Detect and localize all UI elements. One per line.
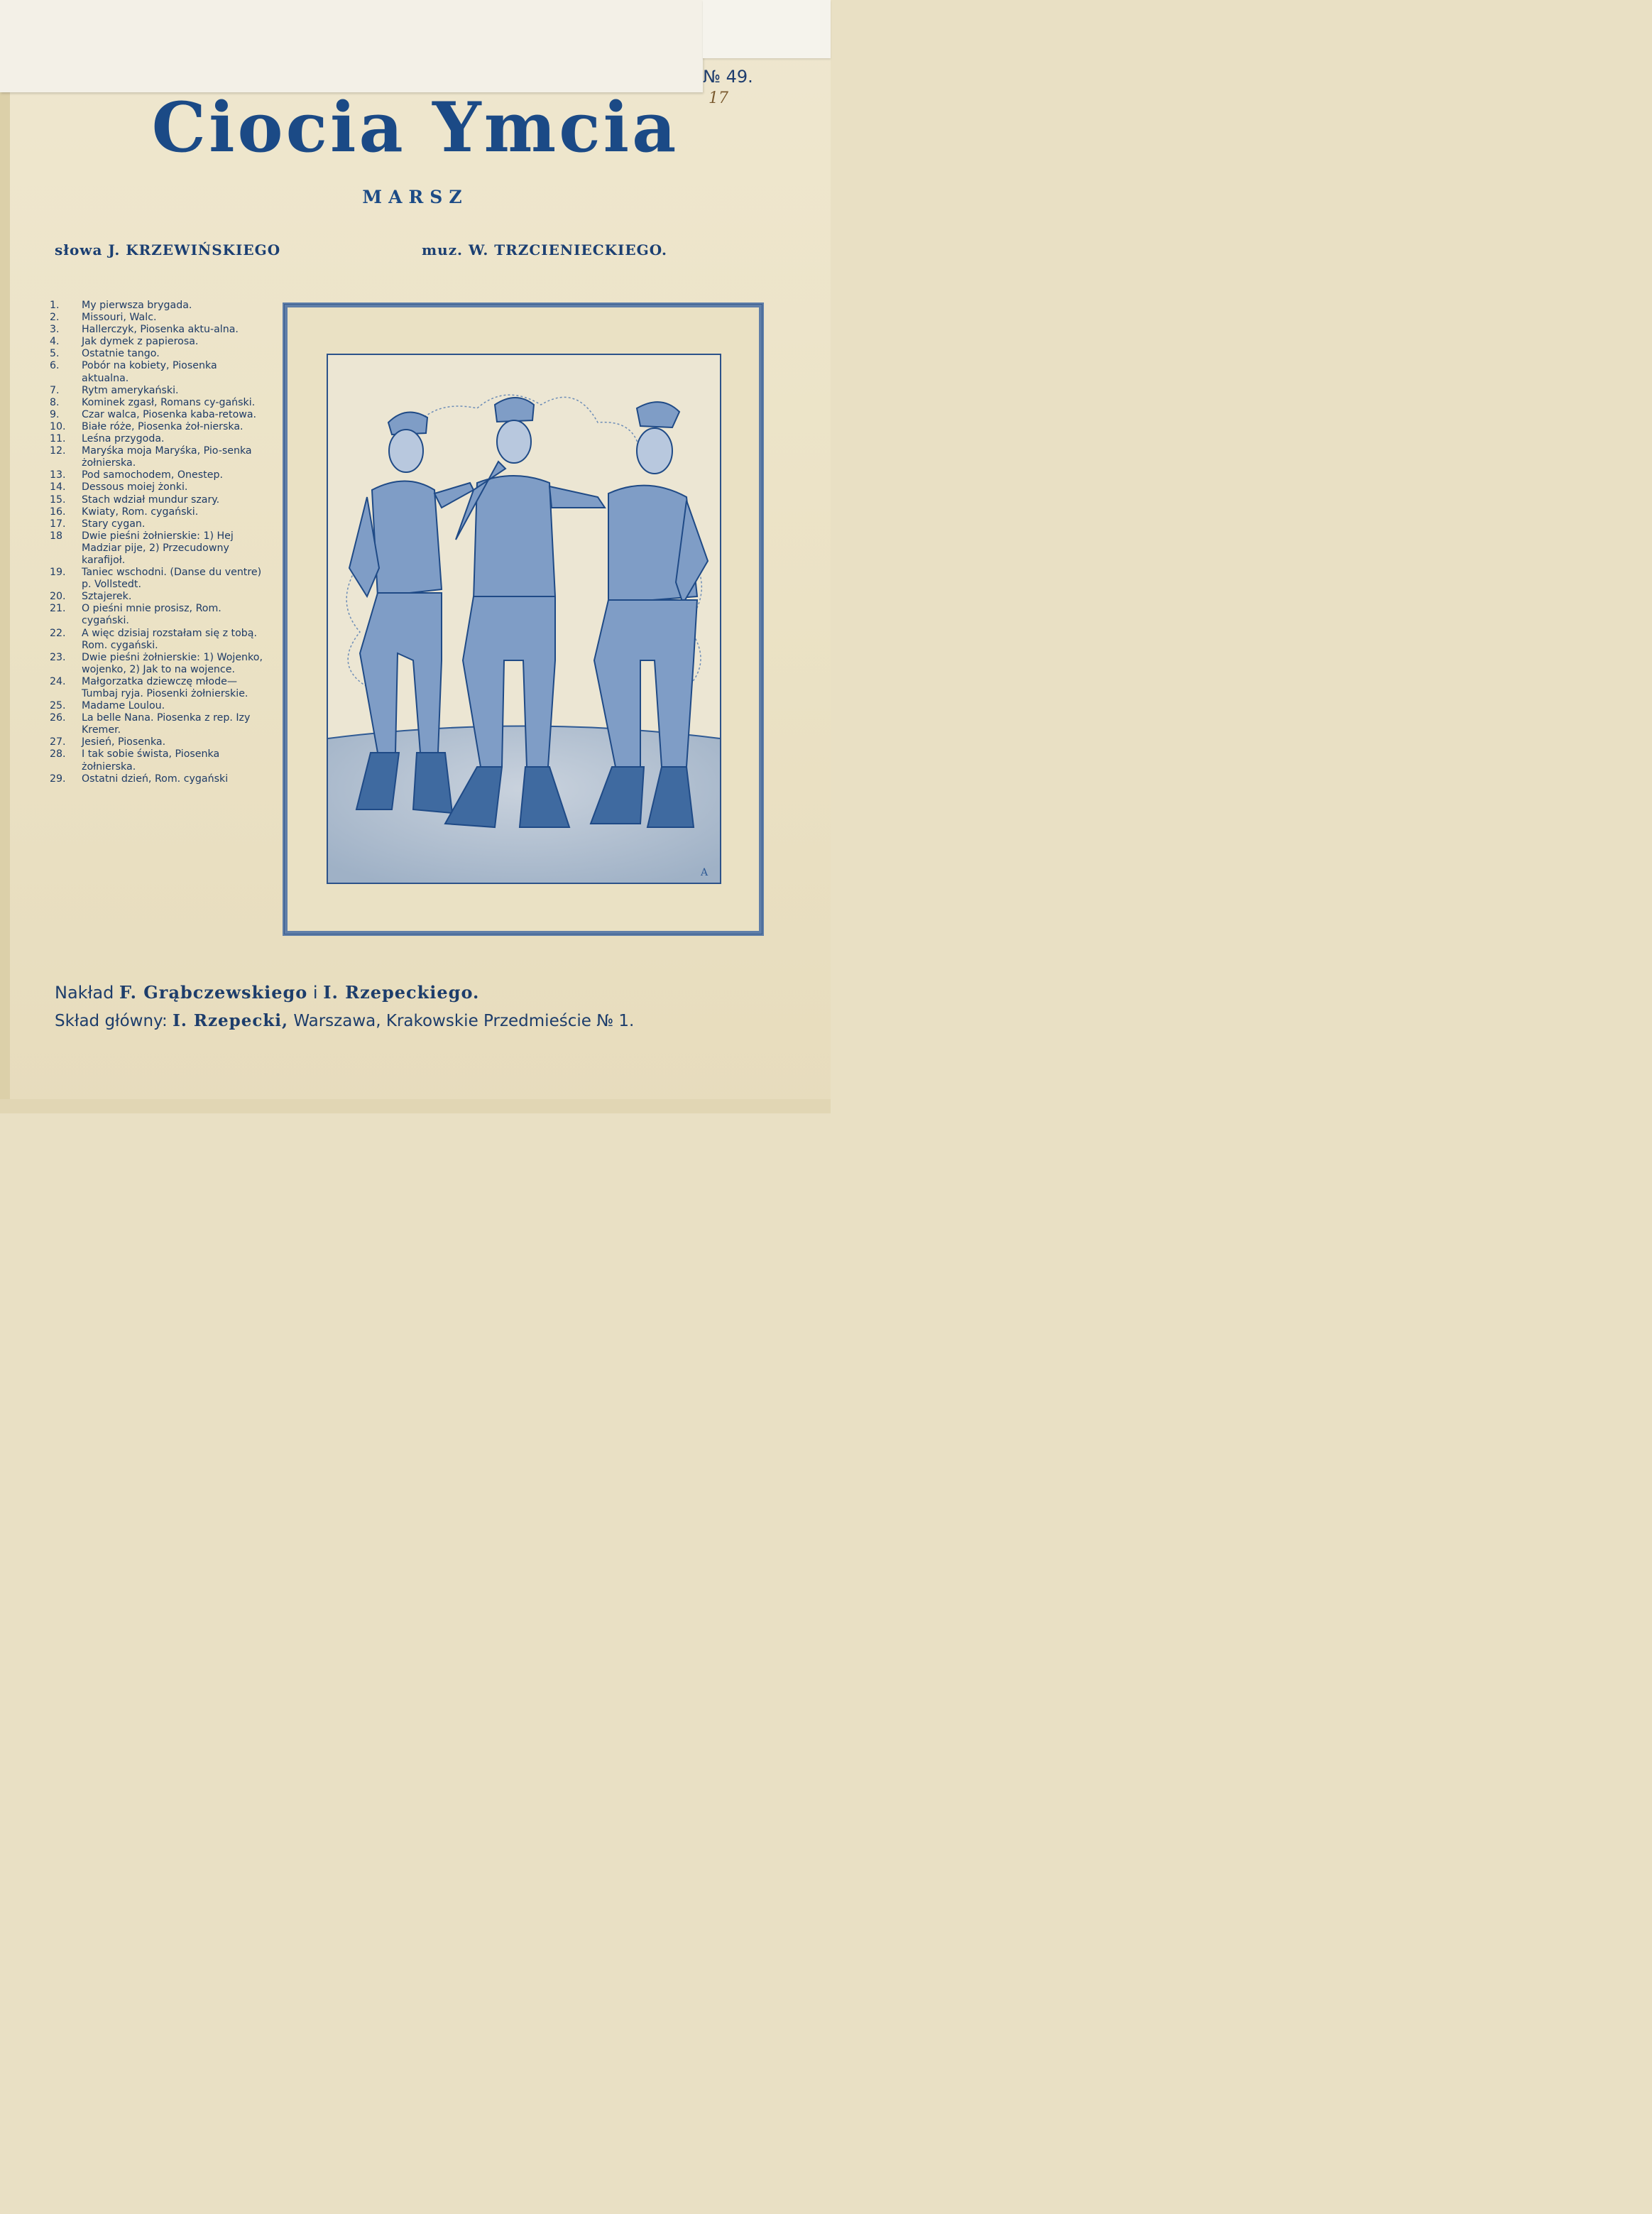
song-number: 19. xyxy=(50,567,66,579)
song-title: Jesień, Piosenka. xyxy=(82,736,166,748)
song-number: 29. xyxy=(50,773,66,785)
song-title: Dwie pieśni żołnierskie: 1) Hej Madziar pije, 2) Przecudowny karafijoł. xyxy=(82,530,234,566)
song-item xyxy=(50,397,263,409)
song-number: 7. xyxy=(50,384,60,396)
song-number: 10. xyxy=(50,420,66,432)
song-number: 23. xyxy=(50,651,66,663)
song-title: Stach wdział mundur szary. xyxy=(82,493,220,506)
song-title: A więc dzisiaj rozstałam się z tobą. Rom. cygański. xyxy=(82,627,258,651)
song-number: 11. xyxy=(50,433,66,445)
song-title: Kominek zgasł, Romans cy-gański. xyxy=(82,396,256,408)
song-title: Madame Loulou. xyxy=(82,700,165,712)
distributor-line xyxy=(55,1011,634,1030)
song-item xyxy=(50,312,263,324)
song-number: 18 xyxy=(50,530,63,542)
song-number: 24. xyxy=(50,675,66,687)
song-title: Sztajerek. xyxy=(82,591,132,603)
song-number: 21. xyxy=(50,603,66,615)
song-number: 2. xyxy=(50,312,60,324)
three-soldiers-illustration xyxy=(328,355,720,883)
page-title: Ciocia Ymcia xyxy=(151,87,679,168)
song-item xyxy=(50,628,263,652)
distributor-prefix: Skład główny: xyxy=(55,1012,168,1030)
song-title: Hallerczyk, Piosenka aktu-alna. xyxy=(82,324,239,336)
publisher-prefix: Nakład xyxy=(55,983,114,1003)
song-item xyxy=(50,348,263,360)
song-title: Rytm amerykański. xyxy=(82,384,179,396)
song-title: La belle Nana. Piosenka z rep. Izy Kremer. xyxy=(82,712,251,736)
song-item xyxy=(50,421,263,433)
song-title: I tak sobie śwista, Piosenka żołnierska. xyxy=(82,748,220,773)
page-subtitle: MARSZ xyxy=(362,187,469,207)
song-title: Białe róże, Piosenka żoł-nierska. xyxy=(82,420,244,432)
song-title: Jak dymek z papierosa. xyxy=(82,336,199,348)
song-item xyxy=(50,773,263,785)
song-item xyxy=(50,445,263,469)
song-title: Maryśka moja Maryśka, Pio-senka żołnierska. xyxy=(82,445,252,469)
song-number: 4. xyxy=(50,336,60,348)
song-title: Missouri, Walc. xyxy=(82,312,157,324)
song-title: O pieśni mnie prosisz, Rom. cygański. xyxy=(82,603,221,627)
song-item xyxy=(50,603,263,627)
song-title: Ostatni dzień, Rom. cygański xyxy=(82,773,229,785)
publisher-conjunction: i xyxy=(312,983,318,1003)
song-number: 26. xyxy=(50,712,66,724)
paper-edge xyxy=(0,0,10,1113)
song-item xyxy=(50,591,263,603)
song-item xyxy=(50,336,263,348)
song-number: 12. xyxy=(50,445,66,457)
song-number: 13. xyxy=(50,469,66,481)
song-number: 1. xyxy=(50,300,60,311)
song-item xyxy=(50,652,263,676)
paper-label-strip-right xyxy=(703,0,831,58)
song-number: 17. xyxy=(50,518,66,530)
song-item xyxy=(50,324,263,336)
distributor-name: I. Rzepecki, xyxy=(173,1011,289,1030)
song-item xyxy=(50,469,263,481)
song-item xyxy=(50,409,263,421)
song-item xyxy=(50,748,263,773)
song-number: 15. xyxy=(50,493,66,506)
song-number: 6. xyxy=(50,360,60,372)
song-item xyxy=(50,433,263,445)
song-item xyxy=(50,385,263,397)
song-title: Dwie pieśni żołnierskie: 1) Wojenko, wojenko, 2) Jak to na wojence. xyxy=(82,651,263,675)
song-number: 27. xyxy=(50,736,66,748)
song-item xyxy=(50,506,263,518)
song-number: 28. xyxy=(50,748,66,760)
song-title: Stary cygan. xyxy=(82,518,146,530)
song-title: Kwiaty, Rom. cygański. xyxy=(82,506,199,518)
song-item xyxy=(50,676,263,700)
song-item xyxy=(50,481,263,493)
song-number: 5. xyxy=(50,348,60,360)
song-title: Dessous moiej żonki. xyxy=(82,481,188,493)
song-title: Czar walca, Piosenka kaba-retowa. xyxy=(82,408,257,420)
song-title: Małgorzatka dziewczę młode—Tumbaj ryja. Piosenki żołnierskie. xyxy=(82,675,248,699)
song-number: 25. xyxy=(50,700,66,712)
lyricist-credit: słowa J. KRZEWIŃSKIEGO xyxy=(55,241,281,258)
song-number: 9. xyxy=(50,408,60,420)
song-number: 3. xyxy=(50,324,60,336)
publisher-line xyxy=(55,982,479,1003)
distributor-address: Warszawa, Krakowskie Przedmieście № 1. xyxy=(293,1012,635,1030)
song-title: Leśna przygoda. xyxy=(82,433,165,445)
song-item xyxy=(50,567,263,591)
song-item xyxy=(50,736,263,748)
publisher-name-2: I. Rzepeckiego. xyxy=(323,982,480,1003)
song-title: Pod samochodem, Onestep. xyxy=(82,469,223,481)
song-title: Taniec wschodni. (Danse du ventre) p. Vollstedt. xyxy=(82,567,262,591)
song-list xyxy=(50,300,263,785)
song-number: 20. xyxy=(50,591,66,603)
composer-credit: muz. W. TRZCIENIECKIEGO. xyxy=(422,241,667,258)
song-item xyxy=(50,300,263,312)
publisher-name-1: F. Grąbczewskiego xyxy=(119,982,308,1003)
song-item xyxy=(50,712,263,736)
song-item xyxy=(50,494,263,506)
song-number: 16. xyxy=(50,506,66,518)
illustration xyxy=(327,354,721,884)
pencil-mark: 17 xyxy=(709,89,728,107)
paper-edge-bottom xyxy=(0,1099,831,1113)
song-number: 14. xyxy=(50,481,66,493)
paper-label-strip xyxy=(0,0,703,92)
song-title: Ostatnie tango. xyxy=(82,348,160,360)
catalog-number: № 49. xyxy=(703,67,753,87)
song-item xyxy=(50,518,263,530)
song-item xyxy=(50,360,263,384)
song-title: Pobór na kobiety, Piosenka aktualna. xyxy=(82,360,217,384)
song-number: 22. xyxy=(50,627,66,639)
illustrator-signature: A xyxy=(701,867,709,878)
song-item xyxy=(50,530,263,567)
song-number: 8. xyxy=(50,396,60,408)
song-title: My pierwsza brygada. xyxy=(82,300,192,311)
song-item xyxy=(50,700,263,712)
